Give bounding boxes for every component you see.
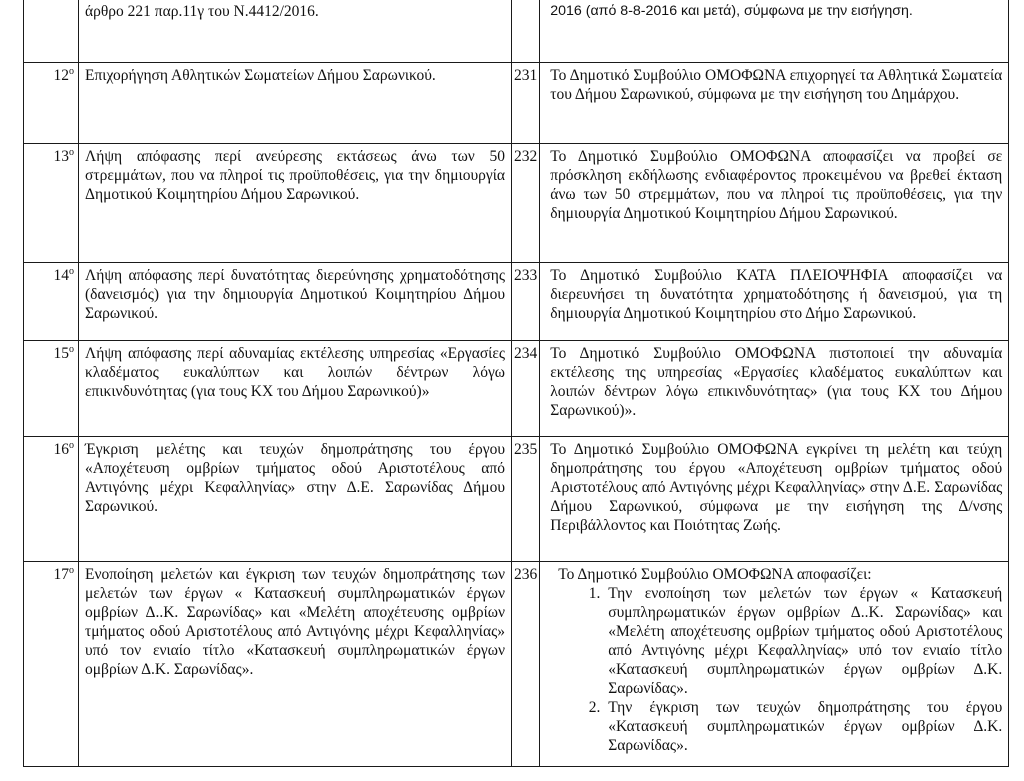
decision-text-cell bbox=[540, 63, 1009, 144]
item-number-cell bbox=[24, 144, 79, 263]
item-number: 16 bbox=[53, 441, 69, 458]
decision-number: 234 bbox=[514, 345, 538, 362]
decision-number: 236 bbox=[514, 566, 538, 583]
decision-list bbox=[550, 584, 1002, 755]
item-number: 13 bbox=[53, 148, 69, 165]
decision-number: 232 bbox=[514, 148, 538, 165]
table-row bbox=[24, 263, 1009, 341]
item-number: 15 bbox=[53, 345, 69, 362]
decision-number-cell bbox=[512, 437, 540, 562]
ordinal-suffix: ο bbox=[69, 564, 74, 576]
decision-text-cell bbox=[540, 341, 1009, 437]
ordinal-suffix: ο bbox=[69, 343, 74, 355]
decision-text: 2016 (από 8-8-2016 και μετά), σύμφωνα με την εισήγηση. bbox=[550, 3, 913, 19]
item-number-cell bbox=[24, 437, 79, 562]
decision-text: Το Δημοτικό Συμβούλιο ΟΜΟΦΩΝΑ αποφασίζει να προβεί σε πρόσκληση εκδήλωσης ενδιαφέροντος προκειμένου να βρεθεί έκταση άνω των 50 στρεμμάτων, που να πληροί τις προϋποθέσεις, για την δημιουργία Δημοτικού Κοιμητηρίου Δήμου Σαρωνικού. bbox=[550, 148, 1003, 222]
decision-number: 235 bbox=[514, 441, 538, 458]
ordinal-suffix: ο bbox=[69, 439, 74, 451]
item-number-cell bbox=[24, 0, 79, 63]
item-title-cell bbox=[79, 63, 512, 144]
item-title: άρθρο 221 παρ.11γ του Ν.4412/2016. bbox=[85, 3, 319, 20]
decision-list-item: 2. Την έγκριση των τευχών δημοπράτησης του έργου «Κατασκευή συμπληρωματικών έργων ομβρίων Δ.Κ. Σαρωνίδας». bbox=[604, 698, 1002, 755]
decision-list-item: 1. Την ενοποίηση των μελετών των έργων « Κατασκευή συμπληρωματικών έργων ομβρίων Δ..Κ. Σαρωνίδας» και «Μελέτη αποχέτευσης ομβρίων τμήματος οδού Αριστοτέλους από Αντιγόνης μέχρι Κεφαλληνίας» υπό τον ενιαίο τίτλο «Κατασκευή συμπληρωματικών έργων ομβρίων Δ.Κ. Σαρωνίδας». bbox=[604, 584, 1002, 698]
item-title-cell bbox=[79, 0, 512, 63]
decision-number: 231 bbox=[514, 67, 538, 84]
item-title-cell bbox=[79, 263, 512, 341]
decision-text-cell bbox=[540, 562, 1009, 767]
item-title-cell bbox=[79, 341, 512, 437]
item-title-cell bbox=[79, 437, 512, 562]
item-title: Λήψη απόφασης περί δυνατότητας διερεύνησης χρηματοδότησης (δανεισμός) για την δημιουργία Δημοτικού Κοιμητηρίου Δήμου Σαρωνικού. bbox=[85, 267, 505, 322]
decision-number-cell bbox=[512, 263, 540, 341]
table-row bbox=[24, 341, 1009, 437]
decision-text-cell bbox=[540, 0, 1009, 63]
item-number: 14 bbox=[53, 267, 69, 284]
item-number-cell bbox=[24, 562, 79, 767]
decision-text-cell bbox=[540, 144, 1009, 263]
decision-number: 233 bbox=[514, 267, 538, 284]
decision-text: Το Δημοτικό Συμβούλιο ΟΜΟΦΩΝΑ επιχορηγεί τα Αθλητικά Σωματεία του Δήμου Σαρωνικού, σύμφωνα με την εισήγηση του Δημάρχου. bbox=[550, 67, 1003, 103]
decision-number-cell bbox=[512, 0, 540, 63]
table-row bbox=[24, 562, 1009, 767]
item-number: 12 bbox=[53, 67, 69, 84]
item-title: Επιχορήγηση Αθλητικών Σωματείων Δήμου Σαρωνικού. bbox=[85, 67, 436, 84]
item-number-cell bbox=[24, 341, 79, 437]
item-number-cell bbox=[24, 263, 79, 341]
table-row bbox=[24, 437, 1009, 562]
item-number: 17 bbox=[53, 566, 69, 583]
item-title-cell bbox=[79, 144, 512, 263]
item-title: Λήψη απόφασης περί ανεύρεσης εκτάσεως άνω των 50 στρεμμάτων, που να πληροί τις προϋποθέσεις, για την δημιουργία Δημοτικού Κοιμητηρίου Δήμου Σαρωνικού. bbox=[85, 148, 505, 203]
table-row bbox=[24, 63, 1009, 144]
decision-number-cell bbox=[512, 562, 540, 767]
table-row bbox=[24, 144, 1009, 263]
ordinal-suffix: ο bbox=[69, 146, 74, 158]
decisions-table bbox=[23, 0, 1009, 767]
decision-number-cell bbox=[512, 341, 540, 437]
table-row bbox=[24, 0, 1009, 63]
ordinal-suffix: ο bbox=[69, 65, 74, 77]
item-title: Ενοποίηση μελετών και έγκριση των τευχών δημοπράτησης των μελετών των έργων « Κατασκευή συμπληρωματικών έργων ομβρίων Δ..Κ. Σαρωνίδας» και «Μελέτη αποχέτευσης ομβρίων τμήματος οδού Αριστοτέλους από Αντιγόνης μέχρι Κεφαλληνίας» υπό τον ενιαίο τίτλο «Κατασκευή συμπληρωματικών έργων ομβρίων Δ.Κ. Σαρωνίδας». bbox=[85, 566, 505, 678]
decision-number-cell bbox=[512, 63, 540, 144]
decision-number-cell bbox=[512, 144, 540, 263]
decision-text: Το Δημοτικό Συμβούλιο ΟΜΟΦΩΝΑ εγκρίνει τη μελέτη και τεύχη δημοπράτησης του έργου «Αποχέτευση ομβρίων τμήματος οδού Αριστοτέλους από Αντιγόνης μέχρι Κεφαλληνίας» στην Δ.Ε. Σαρωνίδας Δήμου Σαρωνικού, σύμφωνα με την εισήγηση της Δ/νσης Περιβάλλοντος και Ποιότητας Ζωής. bbox=[550, 441, 1003, 534]
item-title: Έγκριση μελέτης και τευχών δημοπράτησης του έργου «Αποχέτευση ομβρίων τμήματος οδού Αριστοτέλους από Αντιγόνης μέχρι Κεφαλληνίας» στην Δ.Ε. Σαρωνίδας Δήμου Σαρωνικού. bbox=[85, 441, 505, 515]
decision-text-cell bbox=[540, 437, 1009, 562]
decision-intro: Το Δημοτικό Συμβούλιο ΟΜΟΦΩΝΑ αποφασίζει: bbox=[558, 566, 872, 583]
item-title: Λήψη απόφασης περί αδυναμίας εκτέλεσης υπηρεσίας «Εργασίες κλαδέματος ευκαλύπτων και λοιπών δέντρων λόγω επικινδυνότητας (για τους ΚΧ του Δήμου Σαρωνικού)» bbox=[85, 345, 505, 400]
decision-text-cell bbox=[540, 263, 1009, 341]
decision-text: Το Δημοτικό Συμβούλιο ΟΜΟΦΩΝΑ πιστοποιεί την αδυναμία εκτέλεσης της υπηρεσίας «Εργασίες κλαδέματος ευκαλύπτων και λοιπών δέντρων λόγω επικινδυνότητας» (για τους ΚΧ του Δήμου Σαρωνικού)». bbox=[550, 345, 1003, 419]
decision-text: Το Δημοτικό Συμβούλιο ΚΑΤΑ ΠΛΕΙΟΨΗΦΙΑ αποφασίζει να διερευνήσει τη δυνατότητα χρηματοδότησης ή δανεισμού, για τη δημιουργία Δημοτικού Κοιμητηρίου στο Δήμο Σαρωνικού. bbox=[550, 267, 1003, 322]
ordinal-suffix: ο bbox=[69, 265, 74, 277]
item-title-cell bbox=[79, 562, 512, 767]
item-number-cell bbox=[24, 63, 79, 144]
